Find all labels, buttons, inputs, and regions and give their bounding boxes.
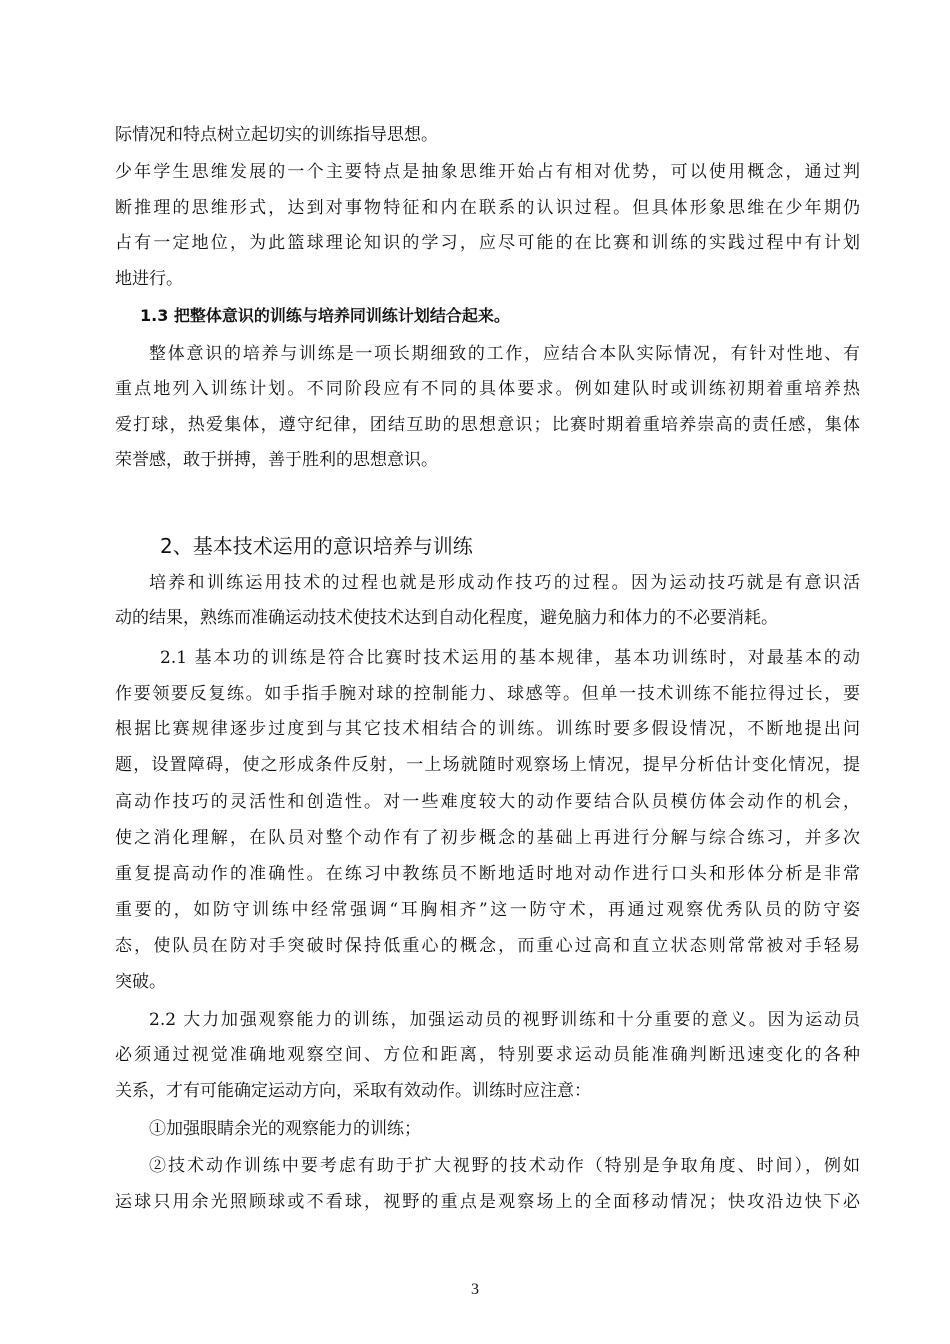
paragraph-line: 根据比赛规律逐步过度到与其它技术相结合的训练。训练时要多假设情况，不断地提出问 xyxy=(115,719,860,739)
list-item: ②技术动作训练中要考虑有助于扩大视野的技术动作（特别是争取角度、时间），例如 xyxy=(149,1156,860,1176)
paragraph-line: 培养和训练运用技术的过程也就是形成动作技巧的过程。因为运动技巧就是有意识活 xyxy=(149,573,860,593)
paragraph-line: 运球只用余光照顾球或不看球，视野的重点是观察场上的全面移动情况；快攻沿边快下必 xyxy=(115,1192,860,1212)
paragraph-line: 突破。 xyxy=(115,972,166,992)
paragraph-line: 动的结果，熟练而准确运动技术使技术达到自动化程度，避免脑力和体力的不必要消耗。 xyxy=(115,608,778,628)
paragraph-line: 断推理的思维形式，达到对事物特征和内在联系的认识过程。但具体形象思维在少年期仍 xyxy=(115,198,860,218)
paragraph-line: 重点地列入训练计划。不同阶段应有不同的具体要求。例如建队时或训练初期着重培养热 xyxy=(115,379,860,399)
paragraph-line: 重复提高动作的准确性。在练习中教练员不断地适时地对动作进行口头和形体分析是非常 xyxy=(115,864,860,884)
paragraph-line: 题，设置障碍，使之形成条件反射，一上场就随时观察场上情况，提早分析估计变化情况，提 xyxy=(115,755,860,775)
paragraph-line: 高动作技巧的灵活性和创造性。对一些难度较大的动作要结合队员模仿体会动作的机会， xyxy=(115,792,860,812)
paragraph-line: 际情况和特点树立起切实的训练指导思想。 xyxy=(115,125,438,145)
section-subheading: 1.3 把整体意识的训练与培养同训练计划结合起来。 xyxy=(140,306,510,325)
paragraph-line: 占有一定地位，为此篮球理论知识的学习，应尽可能的在比赛和训练的实践过程中有计划 xyxy=(115,233,860,253)
paragraph-line: 关系，才有可能确定运动方向，采取有效动作。训练时应注意： xyxy=(115,1081,591,1101)
paragraph-line: 重要的，如防守训练中经常强调“耳胸相齐”这一防守术，再通过观察优秀队员的防守姿 xyxy=(115,900,860,920)
paragraph-line: 少年学生思维发展的一个主要特点是抽象思维开始占有相对优势，可以使用概念，通过判 xyxy=(115,162,860,182)
paragraph-line: 爱打球，热爱集体，遵守纪律，团结互助的思想意识；比赛时期着重培养崇高的责任感，集体 xyxy=(115,415,860,435)
paragraph-line: 2.2 大力加强观察能力的训练，加强运动员的视野训练和十分重要的意义。因为运动员 xyxy=(149,1010,860,1030)
paragraph-line: 荣誉感，敢于拼搏，善于胜利的思想意识。 xyxy=(115,450,438,470)
paragraph-line: 态，使队员在防对手突破时保持低重心的概念，而重心过高和直立状态则常常被对手轻易 xyxy=(115,936,860,956)
list-item: ①加强眼睛余光的观察能力的训练； xyxy=(149,1119,421,1139)
paragraph-line: 2.1 基本功的训练是符合比赛时技术运用的基本规律，基本功训练时，对最基本的动 xyxy=(160,648,860,668)
paragraph-line: 必须通过视觉准确地观察空间、方位和距离，特别要求运动员能准确判断迅速变化的各种 xyxy=(115,1045,860,1065)
paragraph-line: 整体意识的培养与训练是一项长期细致的工作，应结合本队实际情况，有针对性地、有 xyxy=(149,344,860,364)
paragraph-line: 使之消化理解，在队员对整个动作有了初步概念的基础上再进行分解与综合练习，并多次 xyxy=(115,828,860,848)
section-heading: 2、基本技术运用的意识培养与训练 xyxy=(160,534,473,558)
page-number: 3 xyxy=(471,1281,479,1298)
paragraph-line: 地进行。 xyxy=(115,269,183,289)
paragraph-line: 作要领要反复练。如手指手腕对球的控制能力、球感等。但单一技术训练不能拉得过长，要 xyxy=(115,684,860,704)
